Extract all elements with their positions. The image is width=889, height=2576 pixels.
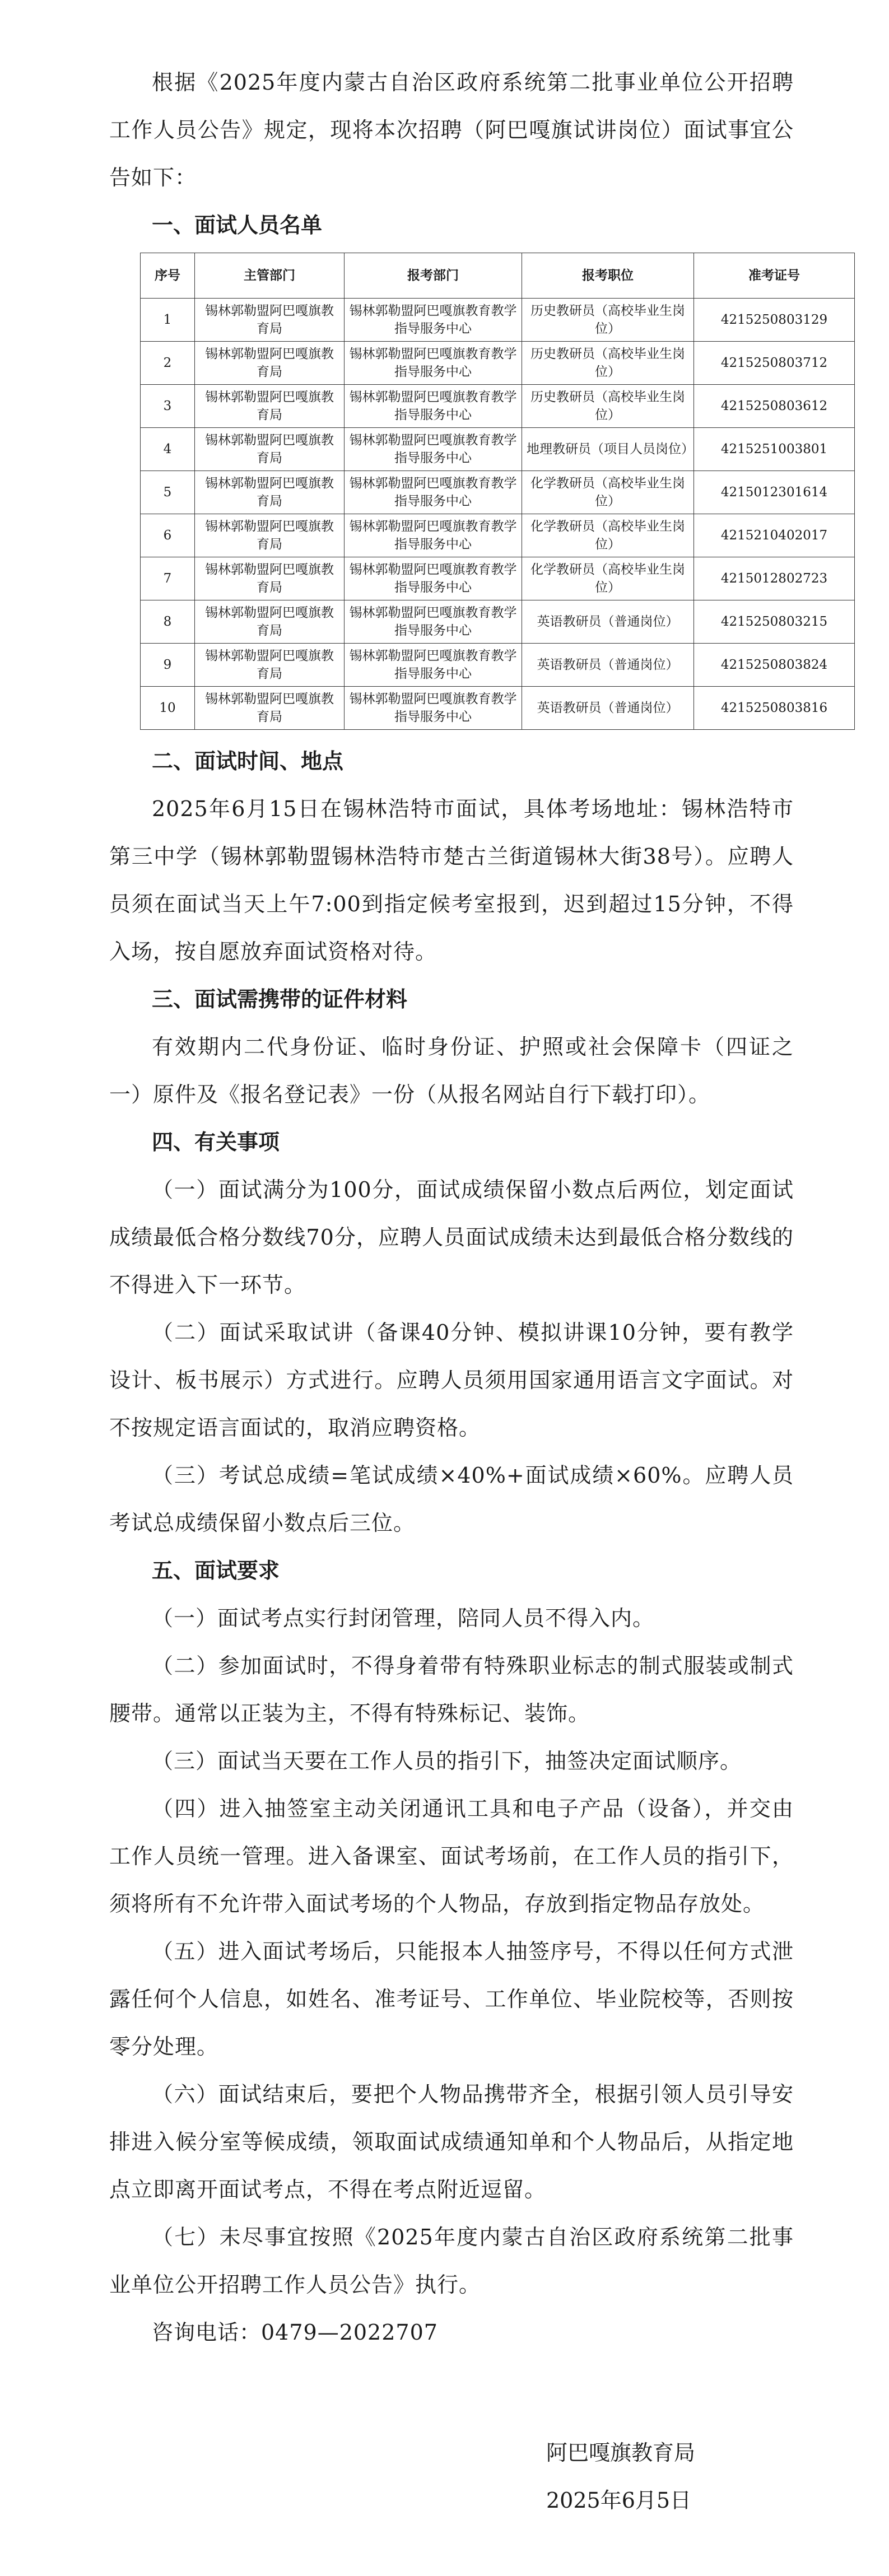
table-row	[141, 557, 855, 600]
table-cell: 锡林郭勒盟阿巴嘎旗教育局	[195, 557, 345, 600]
table-cell: 10	[141, 687, 195, 730]
section4-paragraph: （一）面试满分为100分，面试成绩保留小数点后两位，划定面试成绩最低合格分数线70分，应聘人员面试成绩未达到最低合格分数线的不得进入下一环节。	[109, 1177, 794, 1297]
header-cell: 序号	[141, 253, 195, 299]
section3-paragraph: 有效期内二代身份证、临时身份证、护照或社会保障卡（四证之一）原件及《报名登记表》一份（从报名网站自行下载打印）。	[109, 1035, 794, 1107]
section-heading-documents: 三、面试需携带的证件材料	[152, 987, 408, 1012]
signature-org: 阿巴嘎旗教育局	[546, 2440, 696, 2465]
intro-paragraph: 根据《2025年度内蒙古自治区政府系统第二批事业单位公开招聘工作人员公告》规定，现将本次招聘（阿巴嘎旗试讲岗位）面试事宜公告如下：	[109, 70, 794, 190]
header-cell: 报考职位	[522, 253, 694, 299]
section5-paragraph: （六）面试结束后，要把个人物品携带齐全，根据引领人员引导安排进入候分室等候成绩，领取面试成绩通知单和个人物品后，从指定地点立即离开面试考点，不得在考点附近逗留。	[109, 2082, 794, 2202]
section-heading-roster: 一、面试人员名单	[152, 213, 323, 237]
table-row	[141, 514, 855, 557]
table-header-row	[141, 253, 855, 299]
table-cell: 4215250803824	[694, 644, 855, 687]
table-cell: 英语教研员（普通岗位）	[522, 687, 694, 730]
table-cell: 锡林郭勒盟阿巴嘎旗教育局	[195, 644, 345, 687]
table-cell: 5	[141, 471, 195, 514]
table-cell: 历史教研员（高校毕业生岗位）	[522, 385, 694, 428]
table-cell: 历史教研员（高校毕业生岗位）	[522, 299, 694, 342]
table-cell: 4215012301614	[694, 471, 855, 514]
table-cell: 锡林郭勒盟阿巴嘎旗教育局	[195, 428, 345, 471]
table-cell: 英语教研员（普通岗位）	[522, 600, 694, 644]
table-cell: 化学教研员（高校毕业生岗位）	[522, 471, 694, 514]
header-cell: 报考部门	[345, 253, 522, 299]
table-row	[141, 687, 855, 730]
table-cell: 9	[141, 644, 195, 687]
table-cell: 英语教研员（普通岗位）	[522, 644, 694, 687]
table-cell: 化学教研员（高校毕业生岗位）	[522, 557, 694, 600]
section5-paragraph: （五）进入面试考场后，只能报本人抽签序号，不得以任何方式泄露任何个人信息，如姓名、准考证号、工作单位、毕业院校等，否则按零分处理。	[109, 1939, 794, 2059]
table-cell: 锡林郭勒盟阿巴嘎旗教育教学指导服务中心	[345, 514, 522, 557]
header-cell: 主管部门	[195, 253, 345, 299]
table-cell: 历史教研员（高校毕业生岗位）	[522, 342, 694, 385]
table-cell: 3	[141, 385, 195, 428]
table-cell: 锡林郭勒盟阿巴嘎旗教育教学指导服务中心	[345, 644, 522, 687]
table-cell: 锡林郭勒盟阿巴嘎旗教育局	[195, 471, 345, 514]
section4-paragraph: （二）面试采取试讲（备课40分钟、模拟讲课10分钟，要有教学设计、板书展示）方式进行。应聘人员须用国家通用语言文字面试。对不按规定语言面试的，取消应聘资格。	[109, 1320, 794, 1440]
candidate-table	[140, 253, 855, 730]
table-row	[141, 471, 855, 514]
table-cell: 4	[141, 428, 195, 471]
table-row	[141, 385, 855, 428]
signature-date: 2025年6月5日	[546, 2488, 692, 2513]
table-cell: 4215250803816	[694, 687, 855, 730]
contact-phone: 咨询电话：0479—2022707	[152, 2320, 438, 2345]
table-cell: 锡林郭勒盟阿巴嘎旗教育局	[195, 600, 345, 644]
table-cell: 8	[141, 600, 195, 644]
table-cell: 1	[141, 299, 195, 342]
section4-paragraph: （三）考试总成绩=笔试成绩×40%+面试成绩×60%。应聘人员考试总成绩保留小数点后三位。	[109, 1463, 794, 1535]
section5-paragraph: （三）面试当天要在工作人员的指引下，抽签决定面试顺序。	[152, 1749, 742, 1773]
header-cell: 准考证号	[694, 253, 855, 299]
table-row	[141, 342, 855, 385]
section5-paragraph: （七）未尽事宜按照《2025年度内蒙古自治区政府系统第二批事业单位公开招聘工作人员公告》执行。	[109, 2225, 794, 2297]
table-cell: 锡林郭勒盟阿巴嘎旗教育教学指导服务中心	[345, 299, 522, 342]
table-cell: 锡林郭勒盟阿巴嘎旗教育教学指导服务中心	[345, 557, 522, 600]
table-cell: 锡林郭勒盟阿巴嘎旗教育局	[195, 514, 345, 557]
table-cell: 地理教研员（项目人员岗位）	[522, 428, 694, 471]
section-heading-requirements: 五、面试要求	[152, 1558, 280, 1583]
table-cell: 锡林郭勒盟阿巴嘎旗教育局	[195, 385, 345, 428]
table-cell: 6	[141, 514, 195, 557]
table-cell: 化学教研员（高校毕业生岗位）	[522, 514, 694, 557]
table-row	[141, 428, 855, 471]
section-heading-matters: 四、有关事项	[152, 1130, 280, 1154]
table-cell: 锡林郭勒盟阿巴嘎旗教育局	[195, 342, 345, 385]
table-cell: 4215250803215	[694, 600, 855, 644]
table-row	[141, 600, 855, 644]
table-cell: 4215250803712	[694, 342, 855, 385]
section5-paragraph: （一）面试考点实行封闭管理，陪同人员不得入内。	[152, 1606, 655, 1631]
table-row	[141, 644, 855, 687]
table-cell: 4215250803612	[694, 385, 855, 428]
section5-paragraph: （二）参加面试时，不得身着带有特殊职业标志的制式服装或制式腰带。通常以正装为主，不得有特殊标记、装饰。	[109, 1653, 794, 1726]
table-cell: 锡林郭勒盟阿巴嘎旗教育教学指导服务中心	[345, 342, 522, 385]
table-cell: 2	[141, 342, 195, 385]
table-cell: 4215250803129	[694, 299, 855, 342]
table-cell: 锡林郭勒盟阿巴嘎旗教育教学指导服务中心	[345, 428, 522, 471]
table-cell: 锡林郭勒盟阿巴嘎旗教育教学指导服务中心	[345, 471, 522, 514]
section5-paragraph: （四）进入抽签室主动关闭通讯工具和电子产品（设备），并交由工作人员统一管理。进入备课室、面试考场前，在工作人员的指引下，须将所有不允许带入面试考场的个人物品，存放到指定物品存放处。	[109, 1796, 794, 1916]
table-row	[141, 299, 855, 342]
table-cell: 锡林郭勒盟阿巴嘎旗教育局	[195, 687, 345, 730]
table-cell: 锡林郭勒盟阿巴嘎旗教育教学指导服务中心	[345, 385, 522, 428]
section-heading-time-place: 二、面试时间、地点	[152, 749, 344, 774]
table-cell: 锡林郭勒盟阿巴嘎旗教育教学指导服务中心	[345, 687, 522, 730]
table-cell: 4215251003801	[694, 428, 855, 471]
table-cell: 7	[141, 557, 195, 600]
table-cell: 4215012802723	[694, 557, 855, 600]
section2-paragraph: 2025年6月15日在锡林浩特市面试，具体考场地址：锡林浩特市第三中学（锡林郭勒盟锡林浩特市楚古兰街道锡林大街38号）。应聘人员须在面试当天上午7:00到指定候考室报到，迟到超过15分钟，不得入场，按自愿放弃面试资格对待。	[109, 796, 794, 964]
table-cell: 锡林郭勒盟阿巴嘎旗教育教学指导服务中心	[345, 600, 522, 644]
signature-block	[109, 2429, 794, 2524]
table-cell: 4215210402017	[694, 514, 855, 557]
table-cell: 锡林郭勒盟阿巴嘎旗教育局	[195, 299, 345, 342]
